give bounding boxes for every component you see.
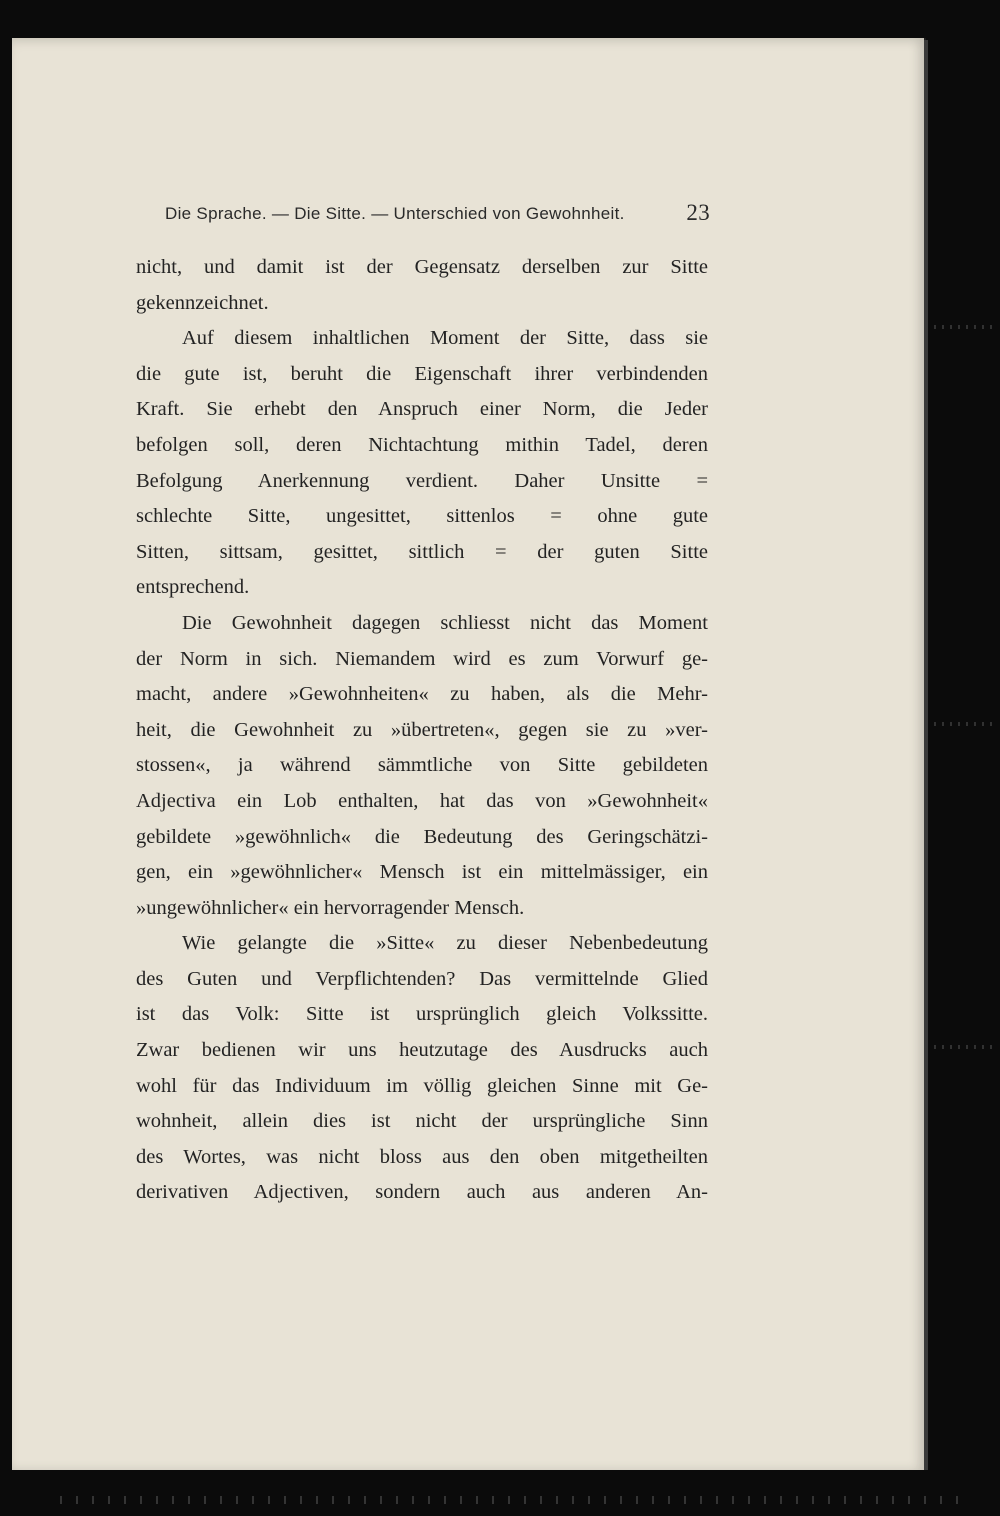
text-line: Auf diesem inhaltlichen Moment der Sitte, dass sie bbox=[182, 327, 708, 350]
text-line: befolgen soll, deren Nichtachtung mithin Tadel, deren bbox=[136, 433, 708, 456]
text-line: der Norm in sich. Niemandem wird es zum Vorwurf ge- bbox=[136, 647, 708, 670]
text-line: Kraft. Sie erhebt den Anspruch einer Norm, die Jeder bbox=[136, 398, 708, 421]
text-line: schlechte Sitte, ungesittet, sittenlos = ohne gute bbox=[136, 505, 708, 528]
scan-perforation-right bbox=[934, 722, 994, 726]
scan-perforation-bottom bbox=[60, 1496, 960, 1504]
text-line: gekennzeichnet. bbox=[136, 291, 269, 314]
text-line: gen, ein »gewöhnlicher« Mensch ist ein mittelmässiger, ein bbox=[136, 861, 708, 884]
running-head bbox=[165, 200, 710, 230]
page-number: 23 bbox=[686, 200, 710, 225]
text-line: wohl für das Individuum im völlig gleichen Sinne mit Ge- bbox=[136, 1074, 708, 1097]
scan-perforation-right bbox=[934, 325, 994, 329]
text-line: gebildete »gewöhnlich« die Bedeutung des Geringschätzi- bbox=[136, 825, 708, 848]
body-text bbox=[136, 250, 708, 1211]
text-line: stossen«, ja während sämmtliche von Sitte gebildeten bbox=[136, 754, 708, 777]
text-line: Befolgung Anerkennung verdient. Daher Unsitte = bbox=[136, 469, 708, 492]
text-line: heit, die Gewohnheit zu »übertreten«, gegen sie zu »ver- bbox=[136, 718, 708, 741]
text-line: Wie gelangte die »Sitte« zu dieser Nebenbedeutung bbox=[182, 932, 708, 955]
running-head-title: Die Sprache. — Die Sitte. — Unterschied von Gewohnheit. bbox=[165, 204, 625, 223]
text-line: macht, andere »Gewohnheiten« zu haben, als die Mehr- bbox=[136, 683, 708, 706]
text-line: Adjectiva ein Lob enthalten, hat das von »Gewohnheit« bbox=[136, 789, 708, 812]
text-line: die gute ist, beruht die Eigenschaft ihrer verbindenden bbox=[136, 362, 708, 385]
text-line: Die Gewohnheit dagegen schliesst nicht das Moment bbox=[182, 611, 708, 634]
text-line: Sitten, sittsam, gesittet, sittlich = der guten Sitte bbox=[136, 540, 708, 563]
text-line: wohnheit, allein dies ist nicht der ursprüngliche Sinn bbox=[136, 1110, 708, 1133]
text-line: derivativen Adjectiven, sondern auch aus anderen An- bbox=[136, 1181, 708, 1204]
scan-perforation-right bbox=[934, 1045, 994, 1049]
text-line: entsprechend. bbox=[136, 576, 250, 599]
text-line: nicht, und damit ist der Gegensatz derselben zur Sitte bbox=[136, 256, 708, 278]
text-line: des Guten und Verpflichtenden? Das vermittelnde Glied bbox=[136, 967, 708, 990]
text-line: »ungewöhnlicher« ein hervorragender Mensch. bbox=[136, 896, 525, 919]
page-edge bbox=[924, 40, 928, 1470]
text-line: Zwar bedienen wir uns heutzutage des Ausdrucks auch bbox=[136, 1039, 708, 1062]
text-line: ist das Volk: Sitte ist ursprünglich gleich Volkssitte. bbox=[136, 1003, 708, 1026]
text-line: des Wortes, was nicht bloss aus den oben mitgetheilten bbox=[136, 1145, 708, 1168]
